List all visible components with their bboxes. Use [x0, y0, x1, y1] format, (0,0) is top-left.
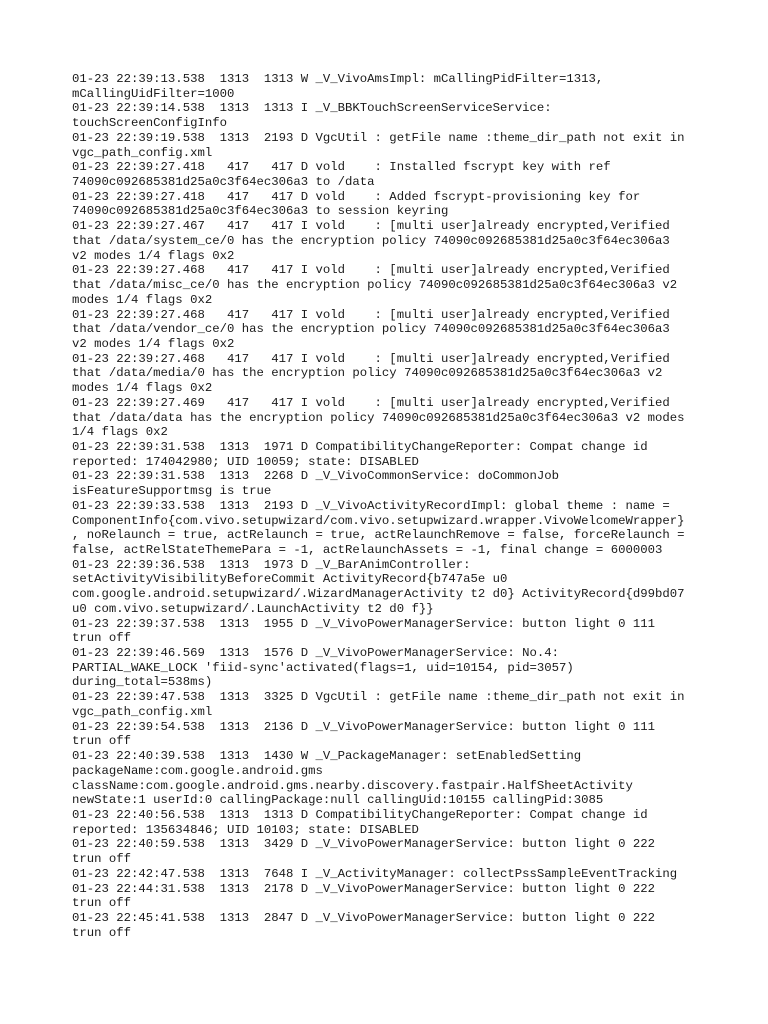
log-line: u0 com.vivo.setupwizard/.LaunchActivity t2 d0 f}} [72, 601, 434, 616]
log-line: ComponentInfo{com.vivo.setupwizard/com.vivo.setupwizard.wrapper.VivoWelcomeWrapper} [72, 513, 685, 528]
log-line: com.google.android.setupwizard/.WizardManagerActivity t2 d0} ActivityRecord{d99bd07 [72, 587, 685, 602]
log-line: newState:1 userId:0 callingPackage:null callingUid:10155 callingPid:3085 [72, 793, 604, 808]
log-line: that /data/data has the encryption policy 74090c092685381d25a0c3f64ec306a3 v2 modes [72, 410, 685, 425]
log-line: 01-23 22:39:27.418 417 417 D vold : Added fscrypt-provisioning key for [72, 189, 641, 204]
log-line: trun off [72, 896, 132, 911]
log-line: 01-23 22:39:13.538 1313 1313 W _V_VivoAmsImpl: mCallingPidFilter=1313, [72, 72, 604, 86]
log-line: 1/4 flags 0x2 [72, 425, 168, 440]
log-line: during_total=538ms) [72, 675, 213, 690]
log-text-block [72, 72, 712, 940]
log-line: packageName:com.google.android.gms [72, 763, 323, 778]
log-line: that /data/media/0 has the encryption policy 74090c092685381d25a0c3f64ec306a3 v2 [72, 366, 663, 381]
log-line: 01-23 22:39:46.569 1313 1576 D _V_VivoPowerManagerService: No.4: [72, 646, 560, 661]
log-line: 01-23 22:39:27.468 417 417 I vold : [multi user]already encrypted,Verified [72, 307, 670, 322]
log-line: reported: 174042980; UID 10059; state: DISABLED [72, 454, 419, 469]
log-line: 74090c092685381d25a0c3f64ec306a3 to /data [72, 175, 375, 190]
log-line: mCallingUidFilter=1000 [72, 86, 235, 101]
log-line: isFeatureSupportmsg is true [72, 484, 272, 499]
log-line: , noRelaunch = true, actRelaunch = true, actRelaunchRemove = false, forceRelaunch = [72, 528, 685, 543]
log-line: 01-23 22:39:27.469 417 417 I vold : [multi user]already encrypted,Verified [72, 395, 670, 410]
log-line: 01-23 22:45:41.538 1313 2847 D _V_VivoPowerManagerService: button light 0 222 [72, 910, 655, 925]
log-line: v2 modes 1/4 flags 0x2 [72, 248, 235, 263]
log-line: 01-23 22:39:47.538 1313 3325 D VgcUtil : getFile name :theme_dir_path not exit in [72, 690, 685, 705]
log-line: trun off [72, 925, 132, 940]
log-line: that /data/system_ce/0 has the encryption policy 74090c092685381d25a0c3f64ec306a3 [72, 233, 670, 248]
log-line: v2 modes 1/4 flags 0x2 [72, 336, 235, 351]
log-line: false, actRelStateThemePara = -1, actRelaunchAssets = -1, final change = 6000003 [72, 543, 663, 557]
log-line: 01-23 22:39:33.538 1313 2193 D _V_VivoActivityRecordImpl: global theme : name = [72, 498, 670, 513]
log-line: 01-23 22:40:59.538 1313 3429 D _V_VivoPowerManagerService: button light 0 222 [72, 837, 655, 852]
log-line: setActivityVisibilityBeforeCommit ActivityRecord{b747a5e u0 [72, 572, 508, 587]
log-line: 01-23 22:39:31.538 1313 2268 D _V_VivoCommonService: doCommonJob [72, 469, 560, 484]
log-line: trun off [72, 852, 132, 867]
log-line: 74090c092685381d25a0c3f64ec306a3 to session keyring [72, 204, 449, 219]
log-line: trun off [72, 734, 132, 749]
log-line: 01-23 22:39:19.538 1313 2193 D VgcUtil : getFile name :theme_dir_path not exit in [72, 130, 685, 145]
log-line: vgc_path_config.xml [72, 145, 213, 160]
log-line: PARTIAL_WAKE_LOCK 'fiid-sync'activated(flags=1, uid=10154, pid=3057) [72, 660, 574, 675]
log-line: 01-23 22:39:27.468 417 417 I vold : [multi user]already encrypted,Verified [72, 263, 670, 278]
log-line: modes 1/4 flags 0x2 [72, 381, 213, 396]
log-line: 01-23 22:40:39.538 1313 1430 W _V_PackageManager: setEnabledSetting [72, 749, 582, 764]
log-line: touchScreenConfigInfo [72, 116, 227, 131]
log-line: 01-23 22:42:47.538 1313 7648 I _V_ActivityManager: collectPssSampleEventTracking [72, 866, 678, 881]
log-line: 01-23 22:39:27.468 417 417 I vold : [multi user]already encrypted,Verified [72, 351, 670, 366]
log-line: that /data/vendor_ce/0 has the encryption policy 74090c092685381d25a0c3f64ec306a3 [72, 322, 670, 337]
log-line: 01-23 22:40:56.538 1313 1313 D CompatibilityChangeReporter: Compat change id [72, 807, 648, 822]
log-line: 01-23 22:39:14.538 1313 1313 I _V_BBKTouchScreenServiceService: [72, 101, 552, 116]
log-line: vgc_path_config.xml [72, 704, 213, 719]
log-line: 01-23 22:44:31.538 1313 2178 D _V_VivoPowerManagerService: button light 0 222 [72, 881, 655, 896]
log-line: reported: 135634846; UID 10103; state: DISABLED [72, 822, 419, 837]
log-line: modes 1/4 flags 0x2 [72, 292, 213, 307]
log-line: 01-23 22:39:37.538 1313 1955 D _V_VivoPowerManagerService: button light 0 111 [72, 616, 655, 631]
log-line: 01-23 22:39:27.418 417 417 D vold : Installed fscrypt key with ref [72, 160, 611, 175]
log-line: 01-23 22:39:31.538 1313 1971 D CompatibilityChangeReporter: Compat change id [72, 439, 648, 454]
log-line: that /data/misc_ce/0 has the encryption policy 74090c092685381d25a0c3f64ec306a3 v2 [72, 278, 678, 293]
log-line: 01-23 22:39:27.467 417 417 I vold : [multi user]already encrypted,Verified [72, 219, 670, 234]
log-line: className:com.google.android.gms.nearby.discovery.fastpair.HalfSheetActivity [72, 778, 633, 793]
log-line: trun off [72, 631, 132, 646]
log-line: 01-23 22:39:54.538 1313 2136 D _V_VivoPowerManagerService: button light 0 111 [72, 719, 655, 734]
log-line: 01-23 22:39:36.538 1313 1973 D _V_BarAnimController: [72, 557, 471, 572]
